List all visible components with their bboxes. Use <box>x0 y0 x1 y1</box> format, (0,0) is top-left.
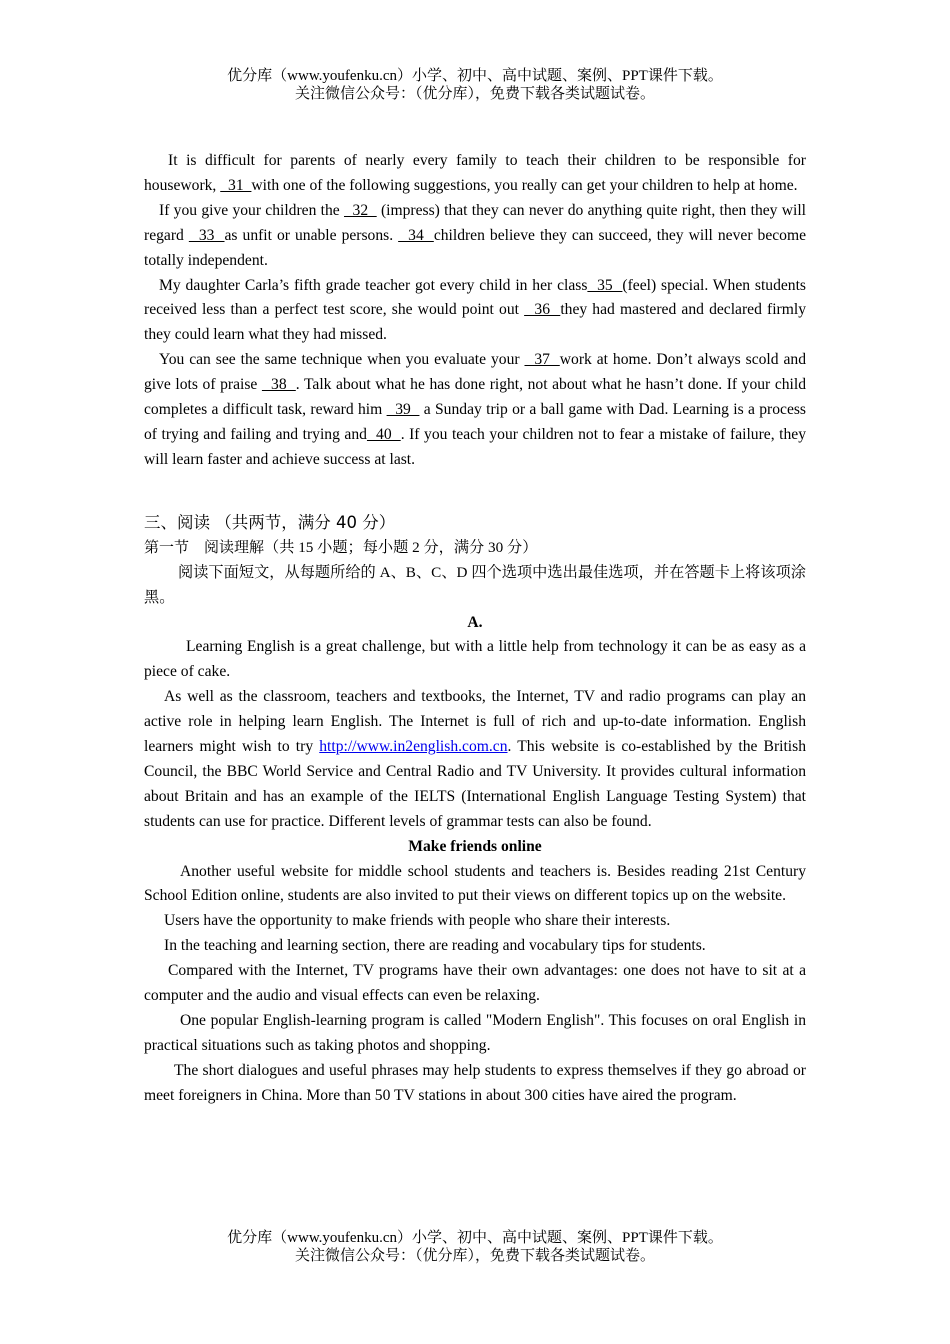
text: a Sunday trip or a ball game with Dad. Learning is a process of trying and failing and trying and <box>144 401 807 443</box>
text: (feel) special. When students received less than a perfect test score, she would point out <box>144 276 807 319</box>
text: with one of the following suggestions, you really can get your children to help at home. <box>251 176 798 194</box>
page-footer <box>0 1229 950 1265</box>
passage-paragraph-3: Another useful website for middle school students and teachers is. Besides reading 21st Century School Edition online, students are also invited to put their views on different topics up on the website. <box>144 862 806 905</box>
text: . Talk about what he has done right, not about what he hasn’t done. If your child completes a difficult task, reward him <box>144 376 806 419</box>
footer-line-1: 优分库（www.youfenku.cn）小学、初中、高中试题、案例、PPT课件下载。 <box>227 1230 723 1246</box>
blank-32: 32 <box>344 201 377 219</box>
text: If you give your children the <box>159 201 344 219</box>
section-title: 三、阅读 （共两节，满分 40 分） <box>144 512 396 532</box>
website-link[interactable]: http://www.in2english.com.cn <box>319 738 508 756</box>
text: as unfit or unable persons. <box>224 226 399 244</box>
blank-37: 37 <box>524 351 560 369</box>
spacer <box>144 473 806 511</box>
text: . If you teach your children not to fear a mistake of failure, they will learn faster and achieve success at last. <box>144 425 806 468</box>
blank-35: 35 <box>587 276 623 294</box>
text: . This website is co-established by the British Council, the BBC World Service and Central Radio and TV University. It provides cultural information about Britain and has an example of the IELTS (International English Language Testing System) that students can use for practice. Different levels of grammar tests can also be found. <box>144 738 806 830</box>
blank-38: 38 <box>261 376 296 394</box>
text: they had mastered and declared firmly they could learn what they had missed. <box>144 301 807 344</box>
blank-39: 39 <box>386 401 420 419</box>
text: It is difficult for parents of nearly every family to teach their children to be responsible for housework, <box>144 152 806 194</box>
text: work at home. Don’t always scold and give lots of praise <box>144 351 806 394</box>
text: (impress) that they can never do anything quite right, then they will regard <box>144 201 807 244</box>
blank-34: 34 <box>398 226 434 244</box>
part-heading <box>144 535 806 561</box>
passage-paragraph-5: In the teaching and learning section, there are reading and vocabulary tips for students. <box>164 937 706 955</box>
page-header <box>0 67 950 103</box>
part-description: （共 15 小题；每小题 2 分，满分 30 分） <box>264 538 538 556</box>
footer-line-2: 关注微信公众号：（优分库），免费下载各类试题试卷。 <box>294 1248 655 1264</box>
blank-40: 40 <box>366 425 401 443</box>
header-line-2: 关注微信公众号：（优分库），免费下载各类试题试卷。 <box>294 86 655 102</box>
blank-31: 31 <box>220 176 252 194</box>
blank-36: 36 <box>524 301 561 319</box>
document-body <box>144 149 806 1109</box>
header-line-1: 优分库（www.youfenku.cn）小学、初中、高中试题、案例、PPT课件下载。 <box>227 68 723 84</box>
passage-paragraph-6: Compared with the Internet, TV programs have their own advantages: one does not have to sit at a computer and the audio and visual effects can even be relaxing. <box>144 962 806 1005</box>
cloze-paragraph-2 <box>144 199 806 274</box>
text: As well as the classroom, teachers and textbooks, the Internet, TV and radio programs can play an active role in helping learn English. The Internet is full of rich and up-to-date information. English learners might wish to try <box>144 688 806 756</box>
blank-33: 33 <box>188 226 225 244</box>
cloze-paragraph-4 <box>144 348 806 473</box>
passage-paragraph-4: Users have the opportunity to make friends with people who share their interests. <box>164 912 671 930</box>
cloze-paragraph-1 <box>144 149 806 199</box>
passage-paragraph-7: One popular English-learning program is called "Modern English". This focuses on oral English in practical situations such as taking photos and shopping. <box>144 1012 806 1054</box>
passage-paragraph-2 <box>144 685 806 834</box>
passage-paragraph-8: The short dialogues and useful phrases may help students to express themselves if they go abroad or meet foreigners in China. More than 50 TV stations in about 300 cities have aired the program. <box>144 1061 806 1104</box>
instructions: 阅读下面短文，从每题所给的 A、B、C、D 四个选项中选出最佳选项，并在答题卡上将该项涂黑。 <box>144 563 806 606</box>
passage-label: A. <box>467 613 483 631</box>
text: You can see the same technique when you evaluate your <box>159 351 525 369</box>
part-label: 第一节 阅读理解 <box>144 537 265 556</box>
passage-paragraph-1: Learning English is a great challenge, but with a little help from technology it can be as easy as a piece of cake. <box>144 638 806 681</box>
cloze-paragraph-3 <box>144 274 806 349</box>
text: My daughter Carla’s fifth grade teacher got every child in her class <box>159 276 588 294</box>
section-heading: Make friends online <box>408 837 542 855</box>
text: children believe they can succeed, they will never become totally independent. <box>144 226 807 269</box>
